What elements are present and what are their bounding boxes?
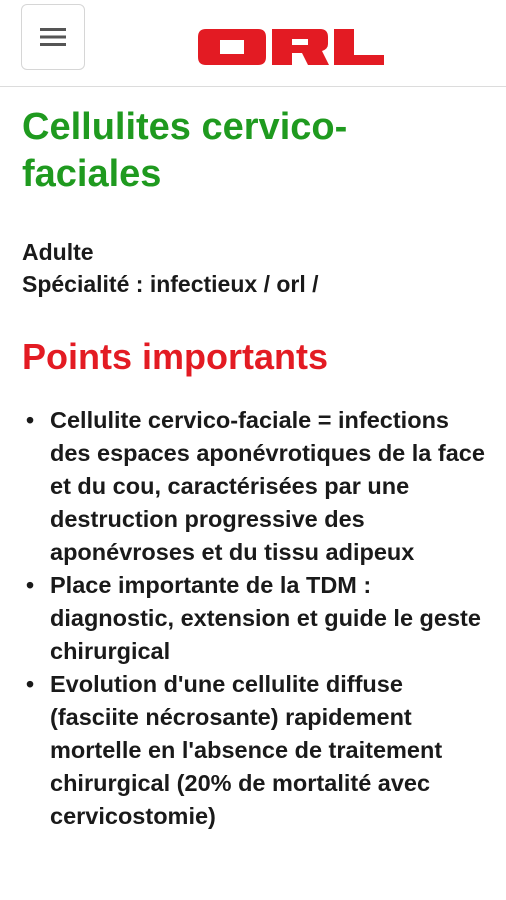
point-text: Evolution d'une cellulite diffuse (fasciite nécrosante) rapidement mortelle en l'absence de traitement chirurgical (20% de mortalité avec cervicostomie) [50,671,443,829]
section-title: Points importants [22,336,329,377]
bullet-icon: • [26,572,35,598]
article-meta [22,236,492,300]
key-points-list [22,404,492,833]
orl-logo[interactable] [196,27,386,67]
list-item [22,668,492,833]
specialty-label: Spécialité : infectieux / orl / [22,271,319,297]
point-text: Place importante de la TDM : diagnostic, extension et guide le geste chirurgical [50,572,481,664]
top-bar [0,0,506,87]
list-item [22,569,492,668]
bullet-icon: • [26,407,35,433]
point-text: Cellulite cervico-faciale = infections des espaces aponévrotiques de la face et du cou, caractérisées par une destruction progressive des aponévroses et du tissu adipeux [50,407,485,565]
menu-button[interactable] [21,4,85,70]
orl-logo-image [196,27,386,67]
population-label: Adulte [22,239,94,265]
bullet-icon: • [26,671,35,697]
page-title: Cellulites cervico-faciales [22,106,348,195]
article-content [22,104,492,833]
list-item [22,404,492,569]
hamburger-menu-icon [40,27,66,47]
